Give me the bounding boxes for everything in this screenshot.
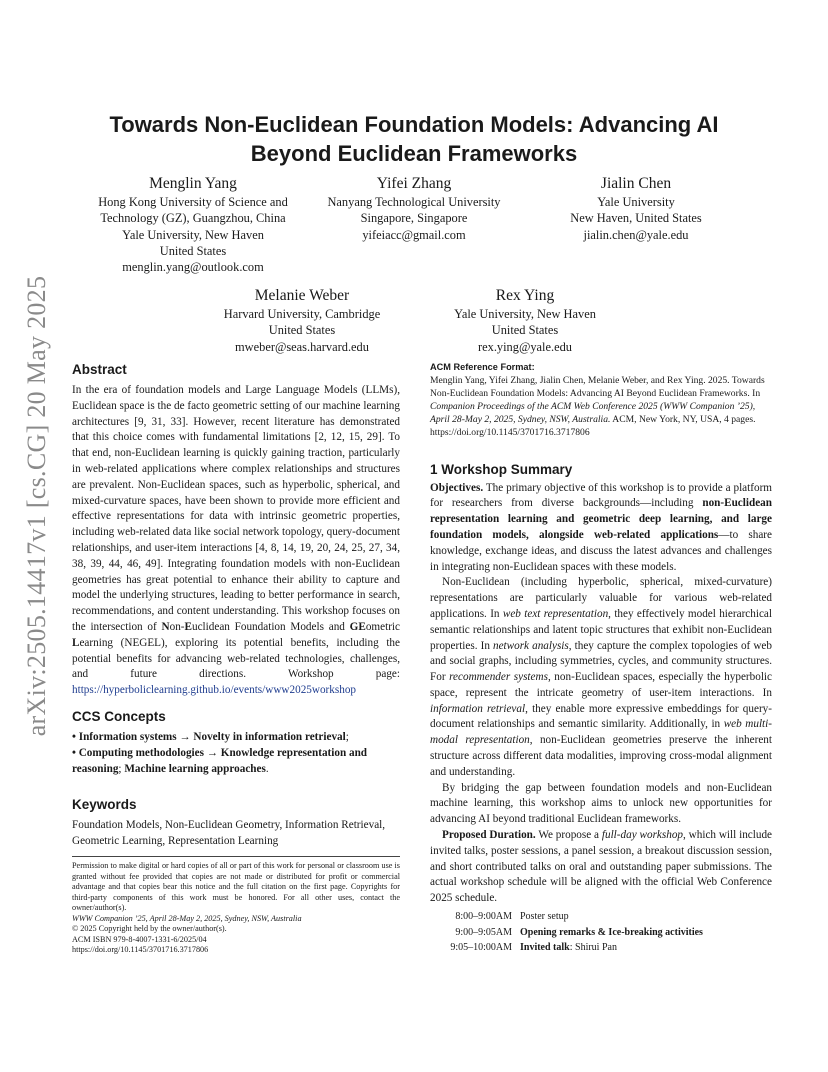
author-name: Menglin Yang bbox=[149, 175, 237, 192]
acm-reference-heading: ACM Reference Format: bbox=[430, 362, 535, 372]
acronym-letter: GE bbox=[349, 620, 366, 633]
ccs-heading: CCS Concepts bbox=[72, 708, 166, 724]
ccs-concept: Novelty in information retrieval bbox=[193, 730, 346, 743]
schedule-item: Invited talk bbox=[520, 942, 570, 954]
ccs-item-1 bbox=[72, 730, 400, 746]
schedule-speaker: : Shirui Pan bbox=[569, 942, 617, 954]
permission-notice: Permission to make digital or hard copies of all or part of this work for personal or classroom use is granted without fee provided that copies are not made or distributed for profit or commercial advantage and that copies bear this notice and the full citation on the first page. Copyrights for third-party components of this work must be honored. For all other uses, contact the owner/author(s). bbox=[72, 861, 400, 912]
paragraph-emphasis: network analysis bbox=[492, 639, 569, 652]
paper-title bbox=[72, 110, 756, 168]
title-line-2: Beyond Euclidean Frameworks bbox=[250, 141, 578, 166]
author-affiliation: Harvard University, Cambridge bbox=[223, 307, 381, 321]
schedule-item: Poster setup bbox=[520, 911, 569, 923]
reference-body: ACM, New York, NY, USA, 4 pages. https://doi.org/10.1145/3701716.3717806 bbox=[430, 413, 756, 438]
author-name: Jialin Chen bbox=[600, 175, 672, 192]
author-block-jialin-chen bbox=[526, 174, 746, 243]
schedule-item: Opening remarks & Ice-breaking activities bbox=[520, 926, 703, 938]
paragraph-body: , non-Euclidean geometries preserve the inherent structure across different data modalities, improving cross-modal alignment and understanding. bbox=[430, 734, 773, 778]
paragraph-emphasis: full-day workshop bbox=[601, 829, 684, 842]
paragraph-emphasis: recommender systems bbox=[449, 671, 548, 684]
author-affiliation: Technology (GZ), Guangzhou, China bbox=[100, 211, 286, 226]
paragraph-emphasis: information retrieval bbox=[430, 702, 526, 715]
abstract-body: uclidean Foundation Models and bbox=[191, 620, 350, 633]
author-affiliation: Singapore, Singapore bbox=[360, 211, 468, 226]
author-block-melanie-weber bbox=[192, 286, 412, 355]
abstract-body: earning (NEGEL), exploring its potential benefits, including the potential benefits for advancing web-related technologies, challenges, and future directions. Workshop page: bbox=[72, 636, 400, 681]
bridging-paragraph: By bridging the gap between foundation models and non-Euclidean machine learning, this workshop aims to unlock new opportunities for advancing AI beyond traditional Euclidean frameworks. bbox=[430, 781, 772, 826]
author-email: jialin.chen@yale.edu bbox=[583, 227, 689, 242]
reference-venue: Companion Proceedings of the ACM Web Conference 2025 (WWW Companion ’25), April 28-May 2, 2025, Sydney, NSW, Australia. bbox=[430, 400, 756, 425]
workshop-page-link[interactable]: https://hyperboliclearning.github.io/events/www2025workshop bbox=[72, 684, 357, 697]
reference-body: Menglin Yang, Yifei Zhang, Jialin Chen, Melanie Weber, and Rex Ying. 2025. Towards Non-Euclidean Foundation Models: Advancing AI Beyond Euclidean Frameworks. In bbox=[430, 375, 765, 399]
author-affiliation: Yale University bbox=[597, 195, 675, 209]
ccs-arrow: → bbox=[176, 730, 194, 743]
schedule-list bbox=[430, 909, 772, 956]
author-email: menglin.yang@outlook.com bbox=[122, 260, 264, 275]
title-line-1: Towards Non-Euclidean Foundation Models: Advancing AI bbox=[109, 112, 719, 137]
isbn-line: ACM ISBN 979-8-4007-1331-6/2025/04 bbox=[72, 934, 207, 944]
author-block-yifei-zhang bbox=[304, 174, 524, 243]
paragraph-body: , non-Euclidean spaces, especially the hyperbolic space, represent the intricate geometry of user-item interactions. In bbox=[430, 671, 773, 699]
venue-line: WWW Companion ’25, April 28-May 2, 2025, Sydney, NSW, Australia bbox=[72, 913, 302, 923]
acronym-letter: L bbox=[72, 636, 80, 649]
arxiv-stamp bbox=[14, 250, 60, 762]
ccs-punct: ; bbox=[118, 762, 125, 775]
author-affiliation: Yale University, New Haven bbox=[454, 307, 596, 321]
paragraph-body: , they capture the complex topologies of web and social graphs, including symmetries, cycles, and community structures. For bbox=[430, 639, 772, 684]
paragraph-body: —to share knowledge, exchange ideas, and discuss the latest advances and challenges in integrating non-Euclidean spaces with these models. bbox=[430, 528, 772, 573]
applications-paragraph bbox=[430, 575, 772, 780]
section-heading: 1 Workshop Summary bbox=[430, 461, 573, 477]
author-block-menglin-yang bbox=[80, 174, 306, 275]
paragraph-body: The primary objective of this workshop is to provide a platform for researchers from diverse backgrounds—including bbox=[430, 481, 772, 510]
copyright-line: © 2025 Copyright held by the owner/author(s). bbox=[72, 924, 227, 933]
author-name: Rex Ying bbox=[495, 287, 555, 304]
doi-line[interactable]: https://doi.org/10.1145/3701716.3717806 bbox=[72, 945, 209, 954]
ccs-concept: Knowledge representation and reasoning bbox=[72, 746, 368, 775]
author-email: yifeiacc@gmail.com bbox=[362, 227, 466, 242]
right-column bbox=[430, 362, 772, 956]
author-name: Melanie Weber bbox=[254, 287, 350, 304]
arxiv-stamp-text: arXiv:2505.14417v1 [cs.CG] 20 May 2025 bbox=[22, 275, 51, 737]
author-affiliation: New Haven, United States bbox=[570, 211, 702, 226]
ccs-punct: . bbox=[265, 762, 269, 775]
paragraph-body: , they enable more expressive embeddings for query-document relationships and semantic similarity. Additionally, in bbox=[430, 702, 772, 731]
copyright-footnote bbox=[72, 856, 400, 956]
acm-reference-text bbox=[430, 375, 772, 440]
ccs-item-2 bbox=[72, 746, 400, 778]
acronym-letter: E bbox=[184, 620, 192, 633]
ccs-concept: Machine learning approaches bbox=[124, 762, 266, 775]
schedule-row bbox=[430, 940, 772, 956]
ccs-category: • Computing methodologies bbox=[72, 746, 204, 759]
keywords-heading: Keywords bbox=[72, 797, 137, 813]
author-affiliation: Hong Kong University of Science and bbox=[98, 195, 288, 209]
schedule-time: 8:00–9:00AM bbox=[455, 911, 512, 923]
abstract-body: In the era of foundation models and Large Language Models (LLMs), Euclidean space is the de facto geometric setting of our machine learning architectures [9, 31, 33]. However, recent literature has demonstrated that this choice comes with fundamental limitations [2, 12, 15, 29]. To that end, non-Euclidean learning is quickly gaining traction, particularly in web-related applications where complex relationships and structures are prevalent. Non-Euclidean spaces, such as hyperbolic, spherical, and mixed-curvature spaces, have been shown to provide more efficient and effective representations for data with intrinsic geometric properties, including web-related data like social network topology, query-document relationships, and user-item interactions [4, 8, 14, 19, 20, 24, 25, 27, 34, 38, 39, 44, 46, 49]. Integrating foundation models with non-Euclidean geometries has great potential to enhance their ability to capture and model the underlying structures, leading to better performance in search, recommendations, and content understanding. This workshop focuses on the intersection of bbox=[72, 384, 400, 633]
schedule-time: 9:05–10:00AM bbox=[450, 942, 512, 954]
abstract-text bbox=[72, 383, 400, 699]
paragraph-body: We propose a bbox=[535, 829, 602, 842]
author-affiliation: United States bbox=[159, 243, 227, 258]
author-affiliation: United States bbox=[491, 323, 559, 338]
left-column bbox=[72, 362, 400, 850]
abstract-heading: Abstract bbox=[72, 362, 127, 377]
schedule-row bbox=[430, 925, 772, 941]
abstract-body: on- bbox=[169, 620, 185, 633]
author-email: rex.ying@yale.edu bbox=[478, 339, 572, 354]
author-affiliation: Yale University, New Haven bbox=[122, 227, 264, 242]
author-block-rex-ying bbox=[415, 286, 635, 355]
paragraph-emphasis: web multi-modal representation bbox=[430, 718, 772, 747]
paragraph-body: Non-Euclidean (including hyperbolic, spherical, mixed-curvature) representations are particularly valuable for various web-related applications. In bbox=[430, 576, 772, 620]
paragraph-label: Objectives. bbox=[430, 481, 484, 494]
acronym-letter: N bbox=[161, 620, 170, 633]
schedule-time: 9:00–9:05AM bbox=[455, 926, 512, 938]
keywords-text: Foundation Models, Non-Euclidean Geometry, Information Retrieval, Geometric Learning, Representation Learning bbox=[72, 819, 386, 848]
duration-paragraph bbox=[430, 828, 772, 907]
paragraph-emphasis: non-Euclidean representation learning and geometric deep learning, and large foundation models, alongside web-related applications bbox=[430, 497, 772, 541]
ccs-punct: ; bbox=[345, 730, 349, 743]
author-email: mweber@seas.harvard.edu bbox=[235, 339, 369, 354]
author-name: Yifei Zhang bbox=[376, 175, 452, 192]
schedule-row bbox=[430, 909, 772, 925]
paragraph-emphasis: web text representation bbox=[502, 607, 609, 620]
ccs-category: • Information systems bbox=[72, 730, 177, 743]
paragraph-label: Proposed Duration. bbox=[442, 829, 536, 842]
paragraph-body: , which will include invited talks, poster sessions, a panel session, a breakout discussion session, and short contributed talks on oral and outstanding paper submissions. The actual workshop schedule will be aligned with the official Web Conference 2025 schedule. bbox=[430, 829, 773, 905]
abstract-body: ometric bbox=[365, 620, 400, 633]
objectives-paragraph bbox=[430, 481, 772, 576]
author-affiliation: United States bbox=[268, 323, 336, 338]
ccs-arrow: → bbox=[203, 746, 221, 759]
author-affiliation: Nanyang Technological University bbox=[327, 195, 501, 209]
paragraph-body: , they effectively model hierarchical semantic relationships and latent topic structures that exhibit non-Euclidean properties. In bbox=[430, 607, 772, 652]
